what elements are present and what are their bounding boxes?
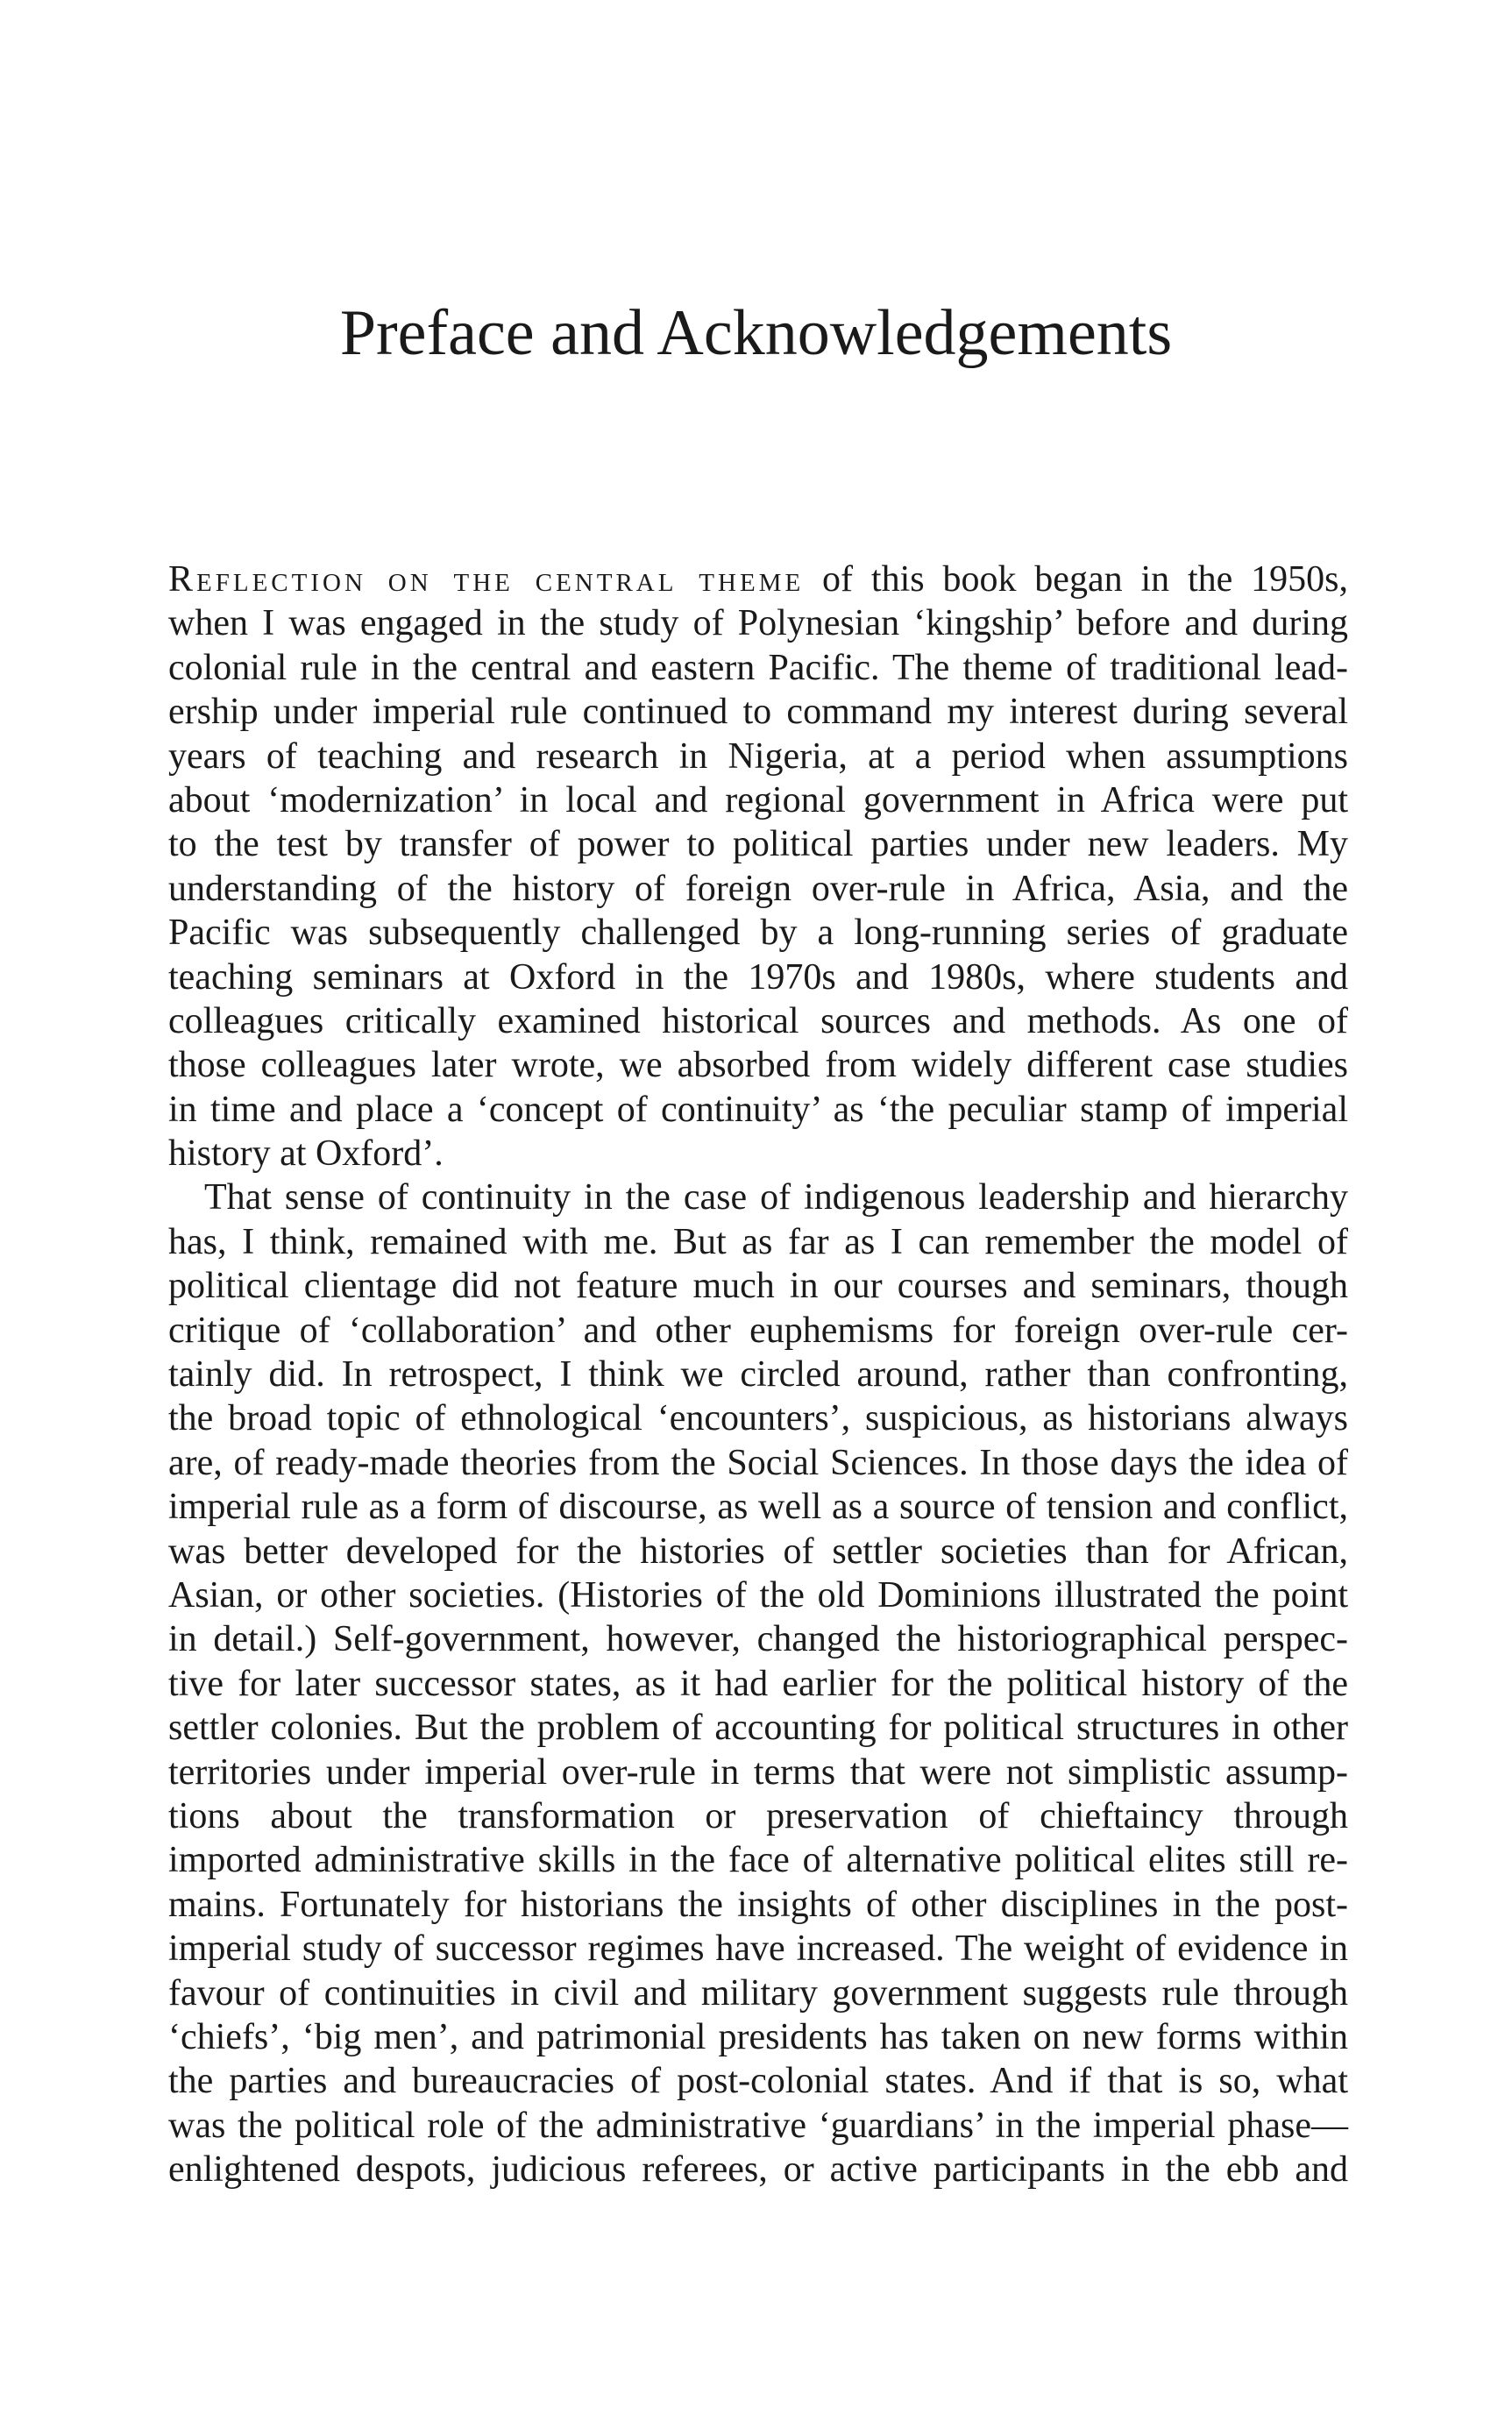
paragraph-start-line: That sense of continuity in the case of indigenous leadership and hierarchy	[204, 1177, 1348, 1218]
text-line: the parties and bureaucracies of post-colonial states. And if that is so, what	[168, 2061, 1348, 2102]
text-line: in time and place a ‘concept of continuity’ as ‘the peculiar stamp of imperial	[168, 1089, 1348, 1130]
text-line: Pacific was subsequently challenged by a long-running series of graduate	[168, 913, 1348, 954]
text-line: ership under imperial rule continued to command my interest during several	[168, 692, 1348, 733]
line-text: of this book began in the 1950s,	[804, 559, 1348, 600]
opening-smallcaps: Reflection on the central theme	[168, 559, 805, 600]
text-line: colonial rule in the central and eastern Pacific. The theme of traditional lead-	[168, 647, 1348, 688]
text-line: when I was engaged in the study of Polynesian ‘kingship’ before and during	[168, 603, 1348, 644]
preface-body	[168, 558, 1348, 2191]
text-line: understanding of the history of foreign over-rule in Africa, Asia, and the	[168, 868, 1348, 909]
text-line: about ‘modernization’ in local and regional government in Africa were put	[168, 779, 1348, 820]
text-line: critique of ‘collaboration’ and other euphemisms for foreign over-rule cer-	[168, 1310, 1348, 1351]
text-line: are, of ready-made theories from the Social Sciences. In those days the idea of	[168, 1442, 1348, 1483]
text-line: tainly did. In retrospect, I think we circled around, rather than confronting,	[168, 1354, 1348, 1396]
text-line: was the political role of the administrative ‘guardians’ in the imperial phase—	[168, 2105, 1348, 2146]
text-line: imperial study of successor regimes have increased. The weight of evidence in	[168, 1928, 1348, 1970]
text-line: those colleagues later wrote, we absorbed from widely different case studies	[168, 1045, 1348, 1086]
text-line: has, I think, remained with me. But as far as I can remember the model of	[168, 1221, 1348, 1262]
text-line	[168, 558, 1348, 601]
text-line: favour of continuities in civil and military government suggests rule through	[168, 1972, 1348, 2014]
text-line: political clientage did not feature much in our courses and seminars, though	[168, 1266, 1348, 1307]
text-line: to the test by transfer of power to political parties under new leaders. My	[168, 824, 1348, 865]
text-line: teaching seminars at Oxford in the 1970s and 1980s, where students and	[168, 956, 1348, 998]
text-line: ‘chiefs’, ‘big men’, and patrimonial presidents has taken on new forms within	[168, 2016, 1348, 2057]
text-line: enlightened despots, judicious referees, or active participants in the ebb and	[168, 2149, 1348, 2191]
paragraph-end-line: history at Oxford’.	[168, 1133, 444, 1175]
text-line: colleagues critically examined historical sources and methods. As one of	[168, 1000, 1348, 1041]
text-line: the broad topic of ethnological ‘encounters’, suspicious, as historians always	[168, 1398, 1348, 1439]
text-line: tions about the transformation or preservation of chieftaincy through	[168, 1795, 1348, 1836]
text-line: Asian, or other societies. (Histories of the old Dominions illustrated the point	[168, 1574, 1348, 1616]
text-line: tive for later successor states, as it had earlier for the political history of the	[168, 1663, 1348, 1704]
chapter-title: Preface and Acknowledgements	[339, 297, 1173, 369]
text-line: in detail.) Self-government, however, changed the historiographical perspec-	[168, 1619, 1348, 1660]
text-line: mains. Fortunately for historians the insights of other disciplines in the post-	[168, 1884, 1348, 1925]
text-line: imperial rule as a form of discourse, as well as a source of tension and conflict,	[168, 1487, 1348, 1528]
text-line: settler colonies. But the problem of accounting for political structures in other	[168, 1708, 1348, 1749]
text-line: years of teaching and research in Nigeria, at a period when assumptions	[168, 735, 1348, 777]
text-line: territories under imperial over-rule in terms that were not simplistic assump-	[168, 1751, 1348, 1793]
text-line: imported administrative skills in the face of alternative political elites still re-	[168, 1840, 1348, 1881]
text-line: was better developed for the histories of settler societies than for African,	[168, 1531, 1348, 1572]
